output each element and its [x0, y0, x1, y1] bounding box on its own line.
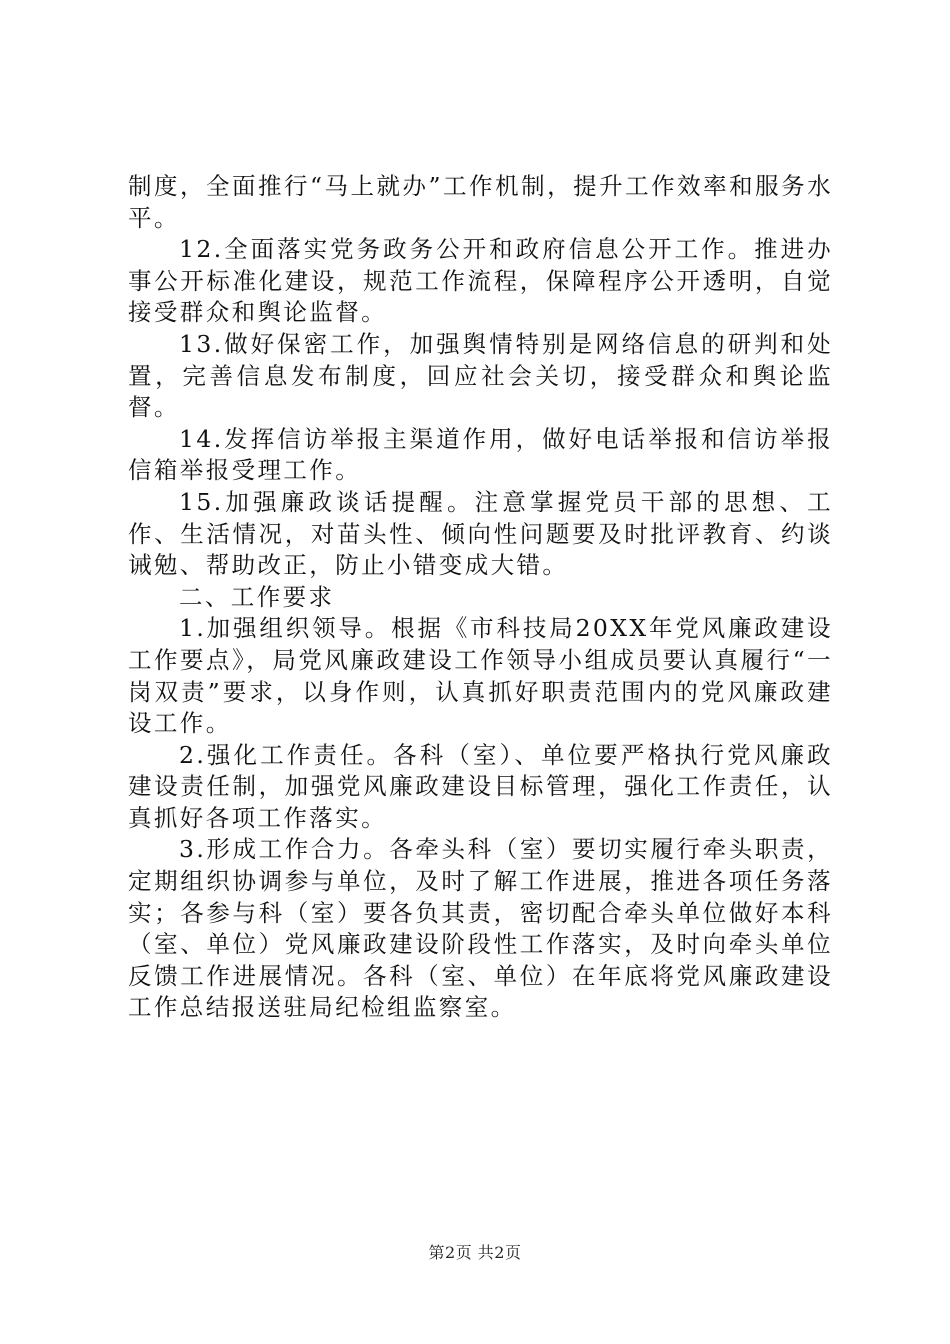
paragraph-requirement-3: 3.形成工作合力。各牵头科（室）要切实履行牵头职责，定期组织协调参与单位，及时了解工作进展，推进各项任务落实；各参与科（室）要各负其责，密切配合牵头单位做好本科（室、单位）党风廉政建设阶段性工作落实，及时向牵头单位反馈工作进展情况。各科（室、单位）在年底将党风廉政建设工作总结报送驻局纪检组监察室。: [128, 835, 833, 1022]
page-number-label: 第2页 共2页: [428, 1243, 522, 1262]
paragraph-item-14: 14.发挥信访举报主渠道作用，做好电话举报和信访举报信箱举报受理工作。: [128, 424, 833, 485]
document-body: [128, 171, 833, 1024]
paragraph-requirement-2: 2.强化工作责任。各科（室）、单位要严格执行党风廉政建设责任制，加强党风廉政建设目标管理，强化工作责任，认真抓好各项工作落实。: [128, 740, 833, 832]
paragraph-item-12: 12.全面落实党务政务公开和政府信息公开工作。推进办事公开标准化建设，规范工作流程，保障程序公开透明，自觉接受群众和舆论监督。: [128, 235, 833, 327]
paragraph-item-15: 15.加强廉政谈话提醒。注意掌握党员干部的思想、工作、生活情况，对苗头性、倾向性问题要及时批评教育、约谈诫勉、帮助改正，防止小错变成大错。: [128, 487, 833, 580]
page-footer: [0, 1242, 950, 1264]
paragraph-continuation: 制度，全面推行“马上就办”工作机制，提升工作效率和服务水平。: [128, 172, 833, 232]
paragraph-requirement-1: 1.加强组织领导。根据《市科技局20XX年党风廉政建设工作要点》，局党风廉政建设工作领导小组成员要认真履行“一岗双责”要求，以身作则，认真抓好职责范围内的党风廉政建设工作。: [128, 614, 833, 738]
section-heading-work-requirements: 二、工作要求: [179, 582, 335, 611]
paragraph-item-13: 13.做好保密工作，加强舆情特别是网络信息的研判和处置，完善信息发布制度，回应社会关切，接受群众和舆论监督。: [128, 329, 833, 422]
